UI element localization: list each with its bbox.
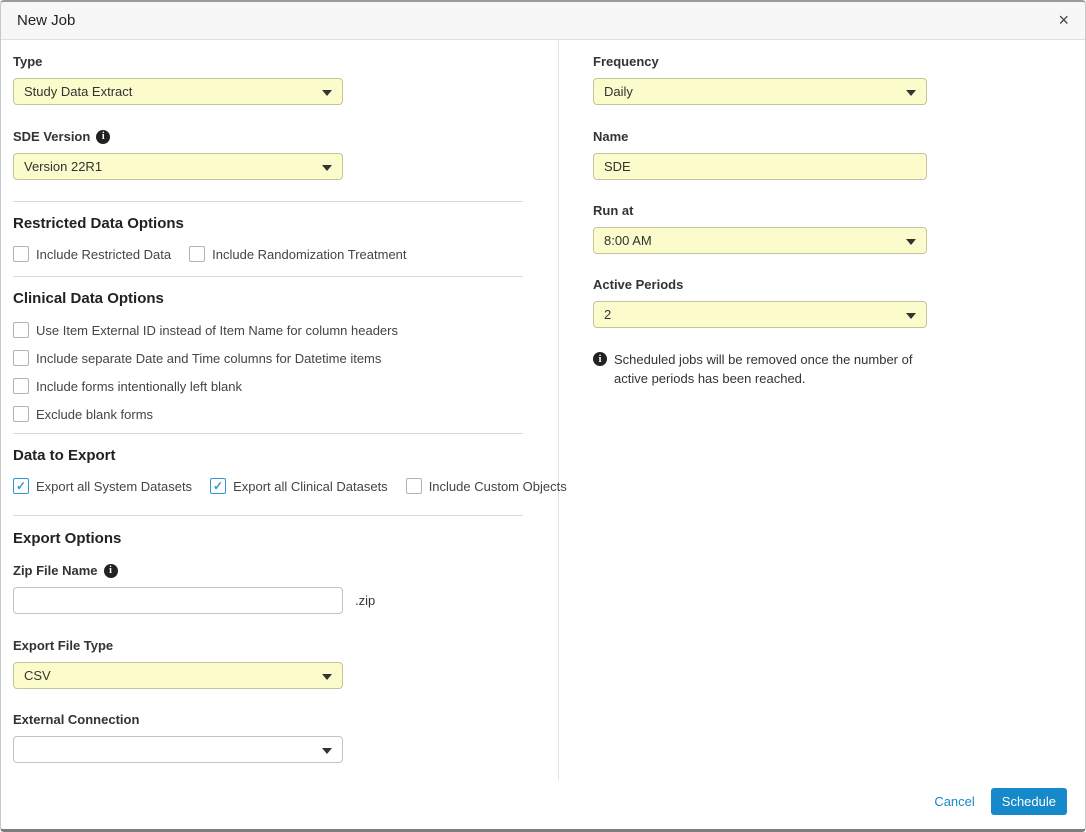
checkbox-label: Export all System Datasets [36, 478, 193, 494]
checkbox-box[interactable] [13, 350, 29, 366]
export-file-type-label-text: Export File Type [13, 638, 114, 653]
section-divider [13, 515, 523, 516]
dialog-header [1, 2, 1085, 40]
section-divider [13, 433, 523, 434]
chevron-down-icon [906, 90, 916, 96]
type-label [13, 54, 542, 69]
active-periods-note [593, 350, 938, 388]
run-at-label-text: Run at [593, 203, 634, 218]
name-label [593, 129, 1085, 144]
chevron-down-icon [322, 748, 332, 754]
zip-suffix: .zip [355, 593, 376, 608]
checkbox-include-restricted-data[interactable] [13, 246, 171, 262]
data-to-export-checkbox-row [13, 478, 567, 494]
left-pane [1, 40, 567, 780]
zip-file-name-input[interactable] [13, 587, 343, 614]
right-pane [559, 40, 1085, 780]
sde-version-select[interactable] [13, 153, 343, 180]
checkbox-label: Use Item External ID instead of Item Name for column headers [36, 322, 398, 338]
checkbox-export-all-clinical-datasets[interactable] [210, 478, 388, 494]
frequency-label [593, 54, 1085, 69]
zip-file-name-row [13, 587, 542, 614]
clinical-data-options-heading: Clinical Data Options [13, 290, 164, 307]
export-file-type-label [13, 638, 542, 653]
type-label-text: Type [13, 54, 43, 69]
checkbox-box[interactable] [13, 406, 29, 422]
run-at-select-value: 8:00 AM [604, 233, 652, 248]
dialog-body [1, 40, 1085, 780]
run-at-label [593, 203, 1085, 218]
chevron-down-icon [906, 239, 916, 245]
cancel-button[interactable]: Cancel [934, 794, 975, 809]
frequency-select-value: Daily [604, 84, 633, 99]
checkbox-box[interactable] [13, 378, 29, 394]
checkbox-include-custom-objects[interactable] [406, 478, 567, 494]
frequency-select[interactable] [593, 78, 927, 105]
sde-version-select-value: Version 22R1 [24, 159, 103, 174]
checkbox-box[interactable] [406, 478, 422, 494]
dialog-footer [1, 780, 1085, 829]
active-periods-label [593, 277, 1085, 292]
checkbox-box[interactable] [13, 246, 29, 262]
sde-version-label-text: SDE Version [13, 129, 91, 144]
checkbox-include-forms-left-blank[interactable] [13, 377, 542, 395]
checkbox-box[interactable] [13, 322, 29, 338]
data-to-export-heading: Data to Export [13, 447, 116, 464]
external-connection-select[interactable] [13, 736, 343, 763]
zip-file-name-label [13, 563, 542, 578]
active-periods-select-value: 2 [604, 307, 612, 322]
close-icon[interactable]: × [1058, 10, 1069, 30]
section-divider [13, 276, 523, 277]
checkbox-label: Include separate Date and Time columns for Datetime items [36, 350, 382, 366]
export-file-type-select[interactable] [13, 662, 343, 689]
section-divider [13, 201, 523, 202]
checkbox-label: Exclude blank forms [36, 406, 154, 422]
checkbox-export-all-system-datasets[interactable] [13, 478, 192, 494]
chevron-down-icon [906, 313, 916, 319]
run-at-select[interactable] [593, 227, 927, 254]
chevron-down-icon [322, 165, 332, 171]
info-icon[interactable]: i [104, 564, 118, 578]
export-options-heading: Export Options [13, 530, 122, 547]
dialog-title: New Job [17, 12, 76, 29]
restricted-checkbox-row [13, 246, 542, 262]
chevron-down-icon [322, 90, 332, 96]
note-text: Scheduled jobs will be removed once the number of active periods has been reached. [614, 352, 913, 386]
zip-file-name-label-text: Zip File Name [13, 563, 98, 578]
name-label-text: Name [593, 129, 629, 144]
frequency-label-text: Frequency [593, 54, 659, 69]
chevron-down-icon [322, 674, 332, 680]
type-select[interactable] [13, 78, 343, 105]
checkbox-box[interactable] [13, 478, 29, 494]
checkbox-separate-date-time-columns[interactable] [13, 349, 542, 367]
info-icon[interactable]: i [96, 130, 110, 144]
clinical-checkbox-list [13, 321, 542, 423]
active-periods-select[interactable] [593, 301, 927, 328]
active-periods-label-text: Active Periods [593, 277, 684, 292]
checkbox-label: Include Randomization Treatment [212, 246, 407, 262]
name-input[interactable] [593, 153, 927, 180]
checkbox-exclude-blank-forms[interactable] [13, 405, 542, 423]
schedule-button[interactable]: Schedule [991, 788, 1067, 815]
checkbox-box[interactable] [210, 478, 226, 494]
checkbox-use-item-external-id[interactable] [13, 321, 542, 339]
checkbox-label: Include Restricted Data [36, 246, 172, 262]
checkbox-box[interactable] [189, 246, 205, 262]
sde-version-label [13, 129, 542, 144]
type-select-value: Study Data Extract [24, 84, 133, 99]
external-connection-label [13, 712, 542, 727]
export-file-type-select-value: CSV [24, 668, 51, 683]
external-connection-label-text: External Connection [13, 712, 140, 727]
info-icon: i [593, 352, 607, 366]
checkbox-label: Export all Clinical Datasets [233, 478, 388, 494]
checkbox-label: Include forms intentionally left blank [36, 378, 242, 394]
restricted-data-options-heading: Restricted Data Options [13, 215, 184, 232]
checkbox-include-randomization-treatment[interactable] [189, 246, 406, 262]
checkbox-label: Include Custom Objects [428, 478, 567, 494]
